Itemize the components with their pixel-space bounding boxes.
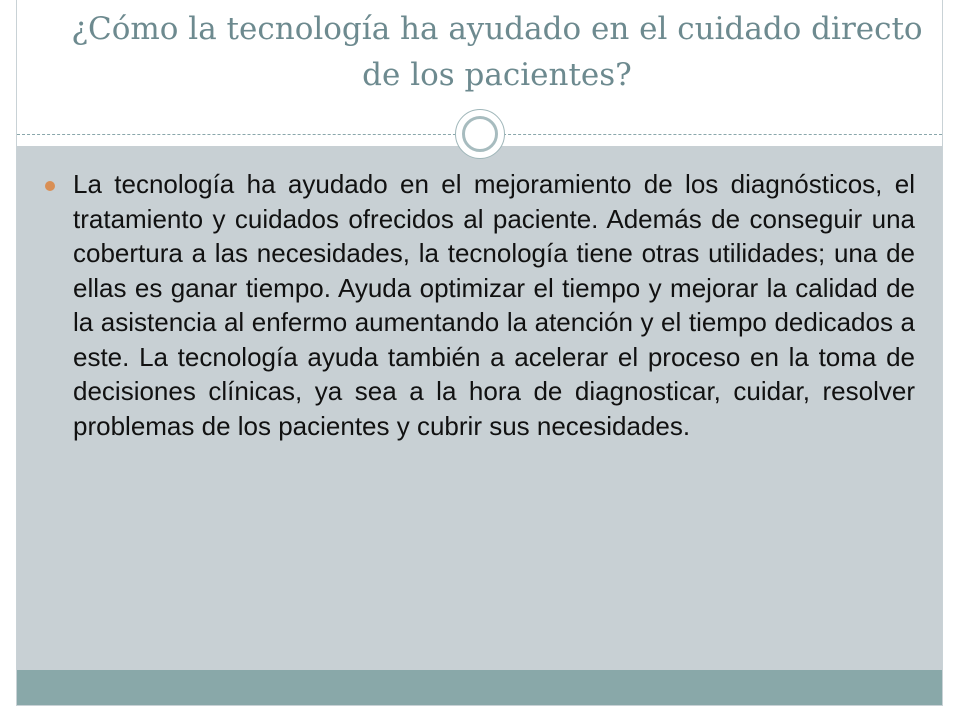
bullet-dot-icon <box>45 181 55 191</box>
circle-ring-icon <box>455 109 505 159</box>
circle-ring-inner <box>462 116 498 152</box>
bullet-text: La tecnología ha ayudado en el mejoramiento de los diagnósticos, el tratamiento y cuidados ofrecidos al paciente. Además de conseguir una cobertura a las necesidades, la tecnología tiene otras utilidades; una de ellas es ganar tiempo. Ayuda optimizar el tiempo y mejorar la calidad de la asistencia al enfermo aumentando la atención y el tiempo dedicados a este. La tecnología ayuda también a acelerar el proceso en la toma de decisiones clínicas, ya sea a la hora de diagnosticar, cuidar, resolver problemas de los pacientes y cubrir sus necesidades. <box>73 169 915 441</box>
slide-title: ¿Cómo la tecnología ha ayudado en el cuidado directo de los pacientes? <box>71 11 923 93</box>
